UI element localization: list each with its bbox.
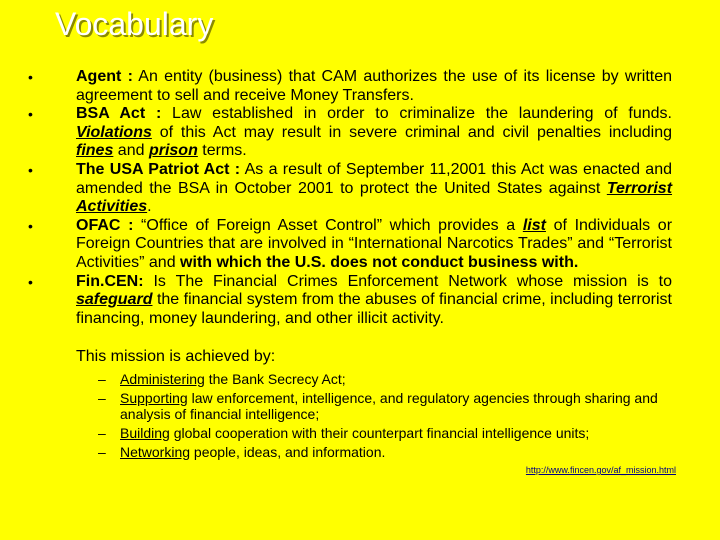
emphasis-list: list	[522, 216, 546, 234]
term-ofac: OFAC :	[76, 216, 134, 234]
bullet-icon: •	[28, 106, 33, 123]
dash-icon: –	[98, 443, 106, 460]
list-item-fincen	[28, 273, 672, 329]
mission-text: people, ideas, and information.	[193, 443, 386, 460]
definition-bsa-and: and	[117, 142, 145, 160]
vocabulary-list	[28, 68, 672, 328]
mission-item	[98, 390, 668, 422]
dash-icon: –	[98, 370, 106, 387]
term-agent: Agent :	[76, 68, 133, 85]
slide-title: Vocabulary	[55, 6, 214, 42]
emphasis-violations: Violations	[76, 123, 152, 141]
mission-text: law enforcement, intelligence, and regulatory agencies through sharing and analysis of financial intelligence;	[120, 389, 658, 422]
source-link[interactable]: http://www.fincen.gov/af_mission.html	[525, 465, 676, 475]
definition-ofac-2: of Individuals or Foreign Countries that are involved in “International Narcotics Trades” and “Terrorist Activities” and	[76, 216, 673, 271]
emphasis-safeguard: safeguard	[76, 291, 153, 309]
bullet-icon: •	[28, 273, 33, 290]
definition-fincen-2: the financial system from the abuses of financial crime, including terrorist financing, money laundering, and other illicit activity.	[76, 291, 672, 327]
definition-patriot-end: .	[147, 198, 152, 216]
emphasis-prison: prison	[148, 142, 198, 160]
emphasis-fines: fines	[76, 142, 114, 160]
dash-icon: –	[98, 389, 106, 406]
mission-item	[98, 444, 668, 460]
term-fincen: Fin.CEN:	[76, 272, 144, 290]
mission-key: Administering	[120, 370, 205, 387]
list-item-patriot-act	[28, 161, 672, 217]
mission-key: Networking	[120, 443, 191, 460]
definition-ofac-bold: with which the U.S. does not conduct business with.	[180, 253, 579, 271]
mission-key: Supporting	[120, 389, 188, 406]
mission-key: Building	[120, 424, 170, 441]
term-patriot-act: The USA Patriot Act :	[76, 160, 241, 178]
mission-intro: This mission is achieved by:	[76, 348, 276, 365]
mission-item	[98, 371, 668, 387]
mission-text: global cooperation with their counterpart financial intelligence units;	[173, 424, 590, 441]
mission-section	[28, 348, 688, 463]
definition-agent: An entity (business) that CAM authorizes the use of its license by written agreement to sell and receive Money Transfers.	[76, 68, 673, 104]
mission-text: the Bank Secrecy Act;	[208, 370, 346, 387]
mission-item	[98, 425, 668, 441]
definition-ofac-1: “Office of Foreign Asset Control” which provides a	[141, 216, 516, 234]
term-bsa: BSA Act :	[76, 105, 162, 123]
dash-icon: –	[98, 424, 106, 441]
bullet-icon: •	[28, 217, 33, 234]
list-item-bsa	[28, 105, 672, 161]
bullet-icon: •	[28, 69, 33, 85]
definition-bsa-2: of this Act may result in severe criminal and civil penalties including	[159, 123, 672, 141]
definition-patriot-act: As a result of September 11,2001 this Act was enacted and amended the BSA in October 2001 to protect the United States against	[76, 160, 673, 197]
definition-bsa-1: Law established in order to criminalize the laundering of funds.	[172, 105, 672, 123]
list-item-agent	[28, 68, 672, 105]
list-item-ofac	[28, 217, 672, 273]
emphasis-terrorist-activities: Terrorist Activities	[76, 179, 673, 216]
definition-bsa-terms: terms.	[202, 142, 247, 160]
bullet-icon: •	[28, 161, 33, 178]
definition-fincen-1: Is The Financial Crimes Enforcement Network whose mission is to	[153, 272, 673, 290]
mission-list	[98, 371, 668, 460]
